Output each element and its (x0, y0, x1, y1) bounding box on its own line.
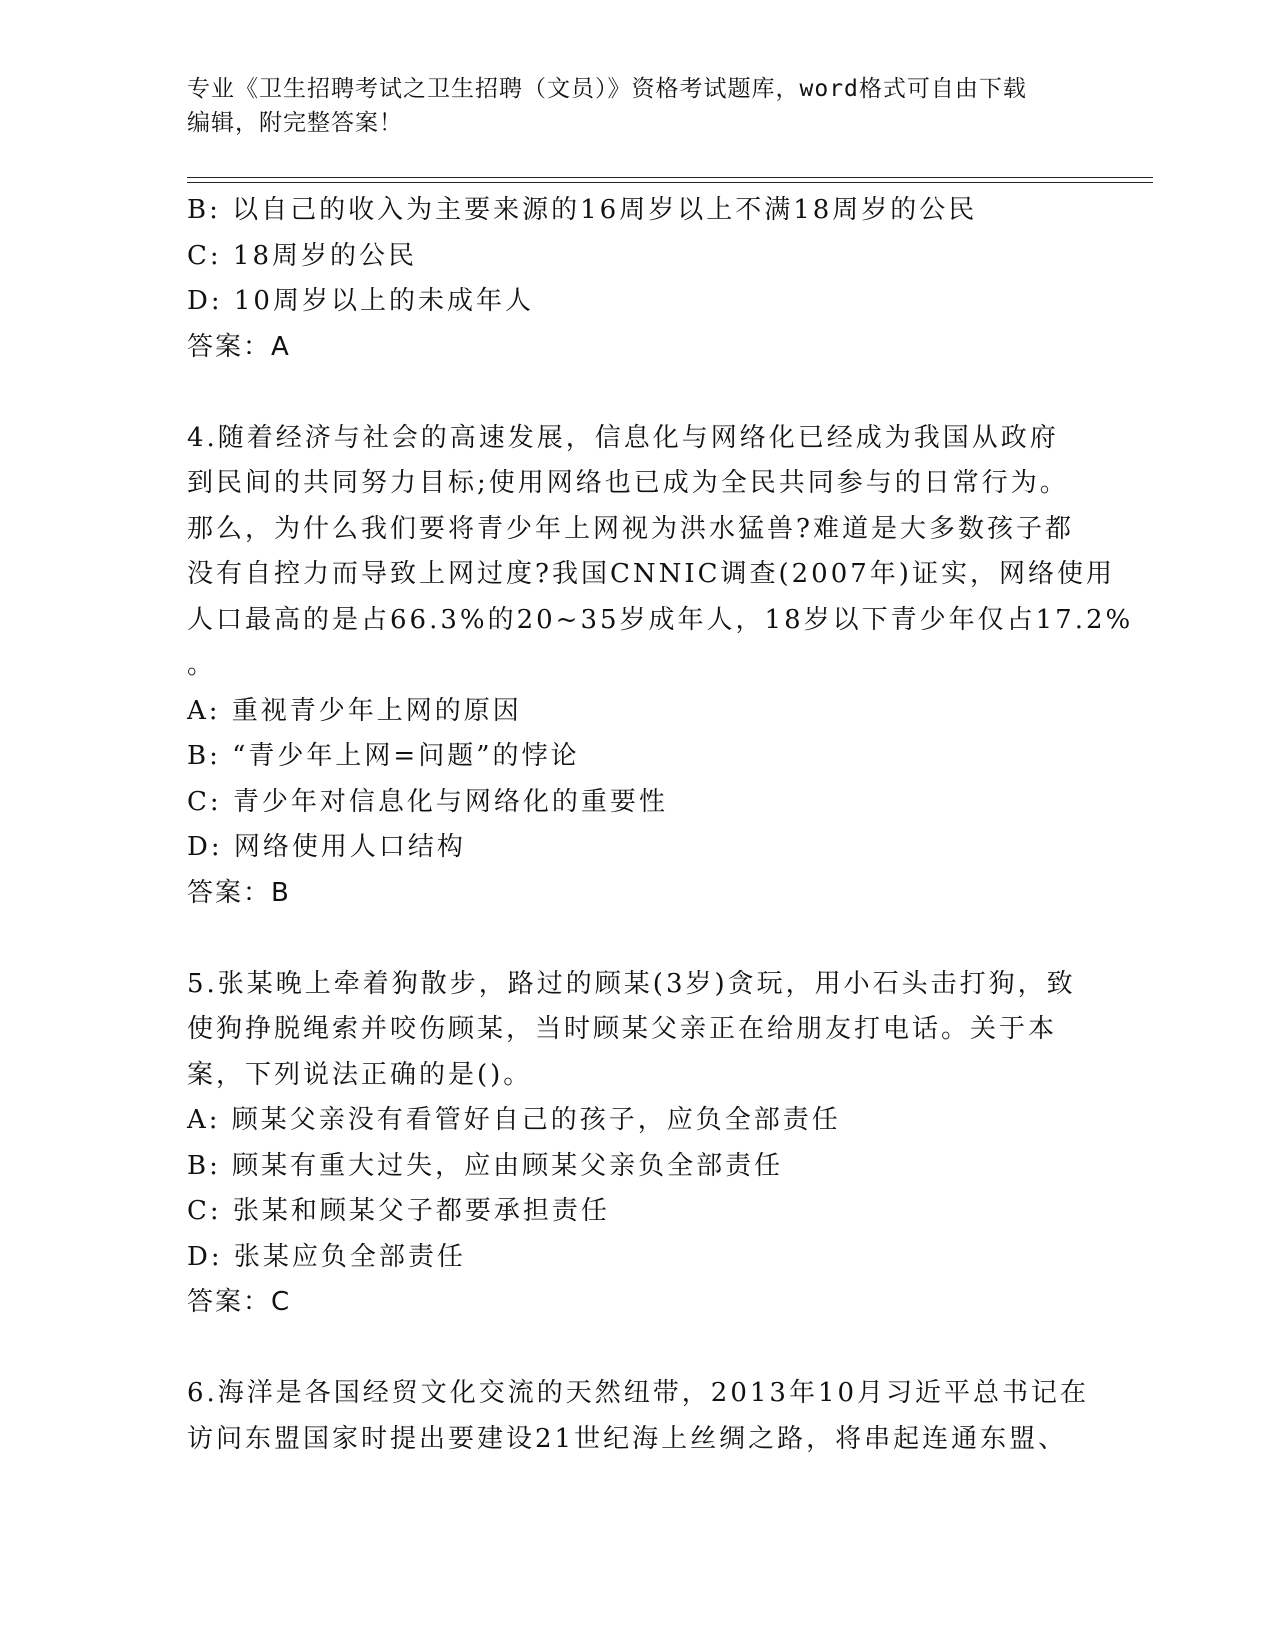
spacer (187, 370, 1087, 416)
question-stem-line: 到民间的共同努力目标;使用网络也已成为全民共同参与的日常行为。 (187, 468, 1069, 498)
header-line-2: 编辑，附完整答案！ (187, 110, 403, 136)
question-4 (187, 416, 1134, 917)
question-stem-line: 案，下列说法正确的是()。 (187, 1059, 533, 1090)
spacer (187, 916, 1087, 962)
option-b: B: “青少年上网=问题”的悖论 (187, 741, 580, 771)
question-5 (187, 962, 1087, 1326)
spacer (187, 1326, 1087, 1372)
option-c: C: 青少年对信息化与网络化的重要性 (187, 786, 668, 817)
header-rule-bottom (187, 182, 1153, 183)
answer: 答案：C (187, 1287, 292, 1317)
option-a: A: 顾某父亲没有看管好自己的孩子，应负全部责任 (187, 1105, 841, 1135)
option-a: A: 重视青少年上网的原因 (187, 695, 522, 726)
question-stem-line: 使狗挣脱绳索并咬伤顾某，当时顾某父亲正在给朋友打电话。关于本 (187, 1014, 1058, 1044)
question-stem-line: 6.海洋是各国经贸文化交流的天然纽带，2013年10月习近平总书记在 (187, 1378, 1090, 1408)
question-stem-line: 没有自控力而导致上网过度?我国CNNIC调查(2007年)证实，网络使用 (187, 559, 1115, 589)
option-c: C: 张某和顾某父子都要承担责任 (187, 1196, 610, 1226)
option-d: D: 10周岁以上的未成年人 (187, 286, 534, 316)
option-b: B: 顾某有重大过失，应由顾某父亲负全部责任 (187, 1150, 784, 1181)
header-line-1: 专业《卫生招聘考试之卫生招聘（文员）》资格考试题库，word格式可自由下载 (187, 76, 1027, 102)
question-6 (187, 1371, 1090, 1462)
question-3 (187, 188, 1087, 370)
option-d: D: 张某应负全部责任 (187, 1241, 466, 1272)
document-header (187, 72, 1077, 140)
option-d: D: 网络使用人口结构 (187, 832, 466, 862)
question-stem-line: 。 (187, 650, 217, 680)
document-body (187, 188, 1134, 1462)
question-stem-line: 那么，为什么我们要将青少年上网视为洪水猛兽?难道是大多数孩子都 (187, 513, 1074, 544)
answer: 答案：B (187, 877, 291, 908)
question-stem-line: 人口最高的是占66.3%的20~35岁成年人，18岁以下青少年仅占17.2% (187, 604, 1134, 635)
option-c: C: 18周岁的公民 (187, 240, 418, 271)
option-b: B: 以自己的收入为主要来源的16周岁以上不满18周岁的公民 (187, 195, 978, 225)
question-stem-line: 5.张某晚上牵着狗散步，路过的顾某(3岁)贪玩，用小石头击打狗，致 (187, 968, 1076, 999)
answer: 答案：A (187, 331, 291, 362)
question-stem-line: 4.随着经济与社会的高速发展，信息化与网络化已经成为我国从政府 (187, 422, 1059, 453)
header-rule-top (187, 177, 1153, 178)
question-stem-line: 访问东盟国家时提出要建设21世纪海上丝绸之路，将串起连通东盟、 (187, 1423, 1068, 1454)
